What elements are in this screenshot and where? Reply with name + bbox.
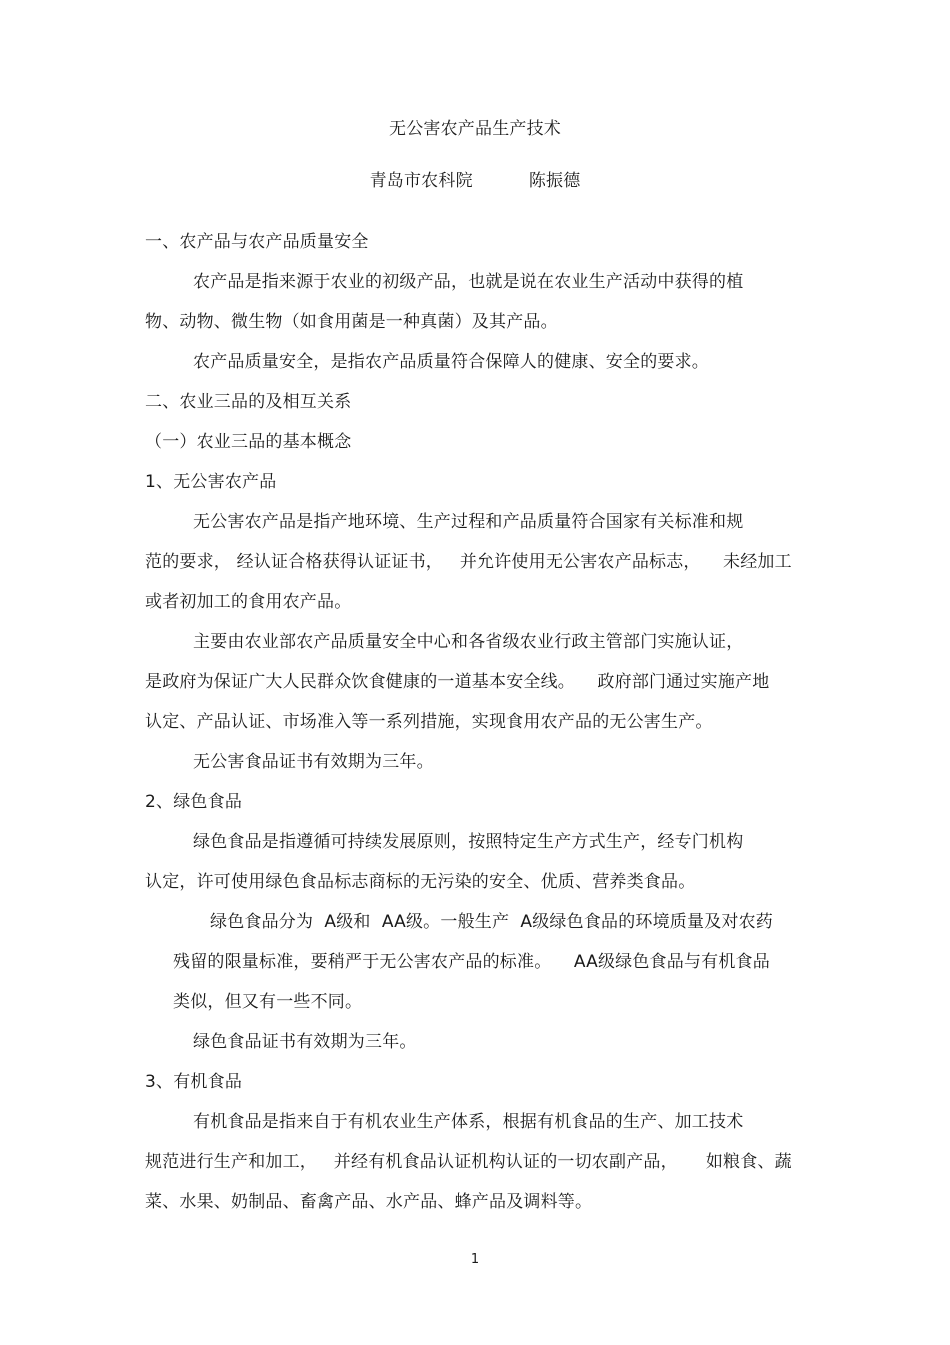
paragraph-line: 绿色食品是指遵循可持续发展原则，按照特定生产方式生产，经专门机构 [193, 832, 744, 852]
document-title: 无公害农产品生产技术 [389, 119, 561, 139]
paragraph-line: 认定、产品认证、市场准入等一系列措施，实现食用农产品的无公害生产。 [145, 712, 713, 732]
section-heading: 二、农业三品的及相互关系 [145, 392, 352, 412]
item-heading: 1、无公害农产品 [145, 472, 277, 492]
document-byline: 青岛市农科院 陈振德 [369, 171, 581, 191]
paragraph-line: 农产品质量安全，是指农产品质量符合保障人的健康、安全的要求。 [193, 352, 709, 372]
paragraph-line: 或者初加工的食用农产品。 [145, 592, 352, 612]
item-heading: 2、绿色食品 [145, 792, 243, 812]
subsection-heading: （一）农业三品的基本概念 [145, 432, 352, 452]
paragraph-line: 无公害农产品是指产地环境、生产过程和产品质量符合国家有关标准和规 [193, 512, 744, 532]
paragraph-line: 认定，许可使用绿色食品标志商标的无污染的安全、优质、营养类食品。 [145, 872, 696, 892]
paragraph-line: 规范进行生产和加工， 并经有机食品认证机构认证的一切农副产品， 如粮食、蔬 [145, 1152, 792, 1172]
paragraph-line: 无公害食品证书有效期为三年。 [193, 752, 434, 772]
paragraph-line: 绿色食品分为 A级和 AA级。一般生产 A级绿色食品的环境质量及对农药 [210, 912, 774, 932]
paragraph-line: 农产品是指来源于农业的初级产品，也就是说在农业生产活动中获得的植 [193, 272, 744, 292]
paragraph-line: 是政府为保证广大人民群众饮食健康的一道基本安全线。 政府部门通过实施产地 [145, 672, 770, 692]
page-number: 1 [470, 1252, 480, 1267]
paragraph-line: 范的要求， 经认证合格获得认证证书， 并允许使用无公害农产品标志， 未经加工 [145, 552, 792, 572]
paragraph-line: 残留的限量标准，要稍严于无公害农产品的标准。 AA级绿色食品与有机食品 [173, 952, 770, 972]
item-heading: 3、有机食品 [145, 1072, 243, 1092]
paragraph-line: 类似，但又有一些不同。 [173, 992, 363, 1012]
paragraph-line: 绿色食品证书有效期为三年。 [193, 1032, 417, 1052]
section-heading: 一、农产品与农产品质量安全 [145, 232, 369, 252]
paragraph-line: 主要由农业部农产品质量安全中心和各省级农业行政主管部门实施认证， [193, 632, 744, 652]
paragraph-line: 有机食品是指来自于有机农业生产体系，根据有机食品的生产、加工技术 [193, 1112, 744, 1132]
paragraph-line: 菜、水果、奶制品、畜禽产品、水产品、蜂产品及调料等。 [145, 1192, 593, 1212]
paragraph-line: 物、动物、微生物（如食用菌是一种真菌）及其产品。 [145, 312, 558, 332]
